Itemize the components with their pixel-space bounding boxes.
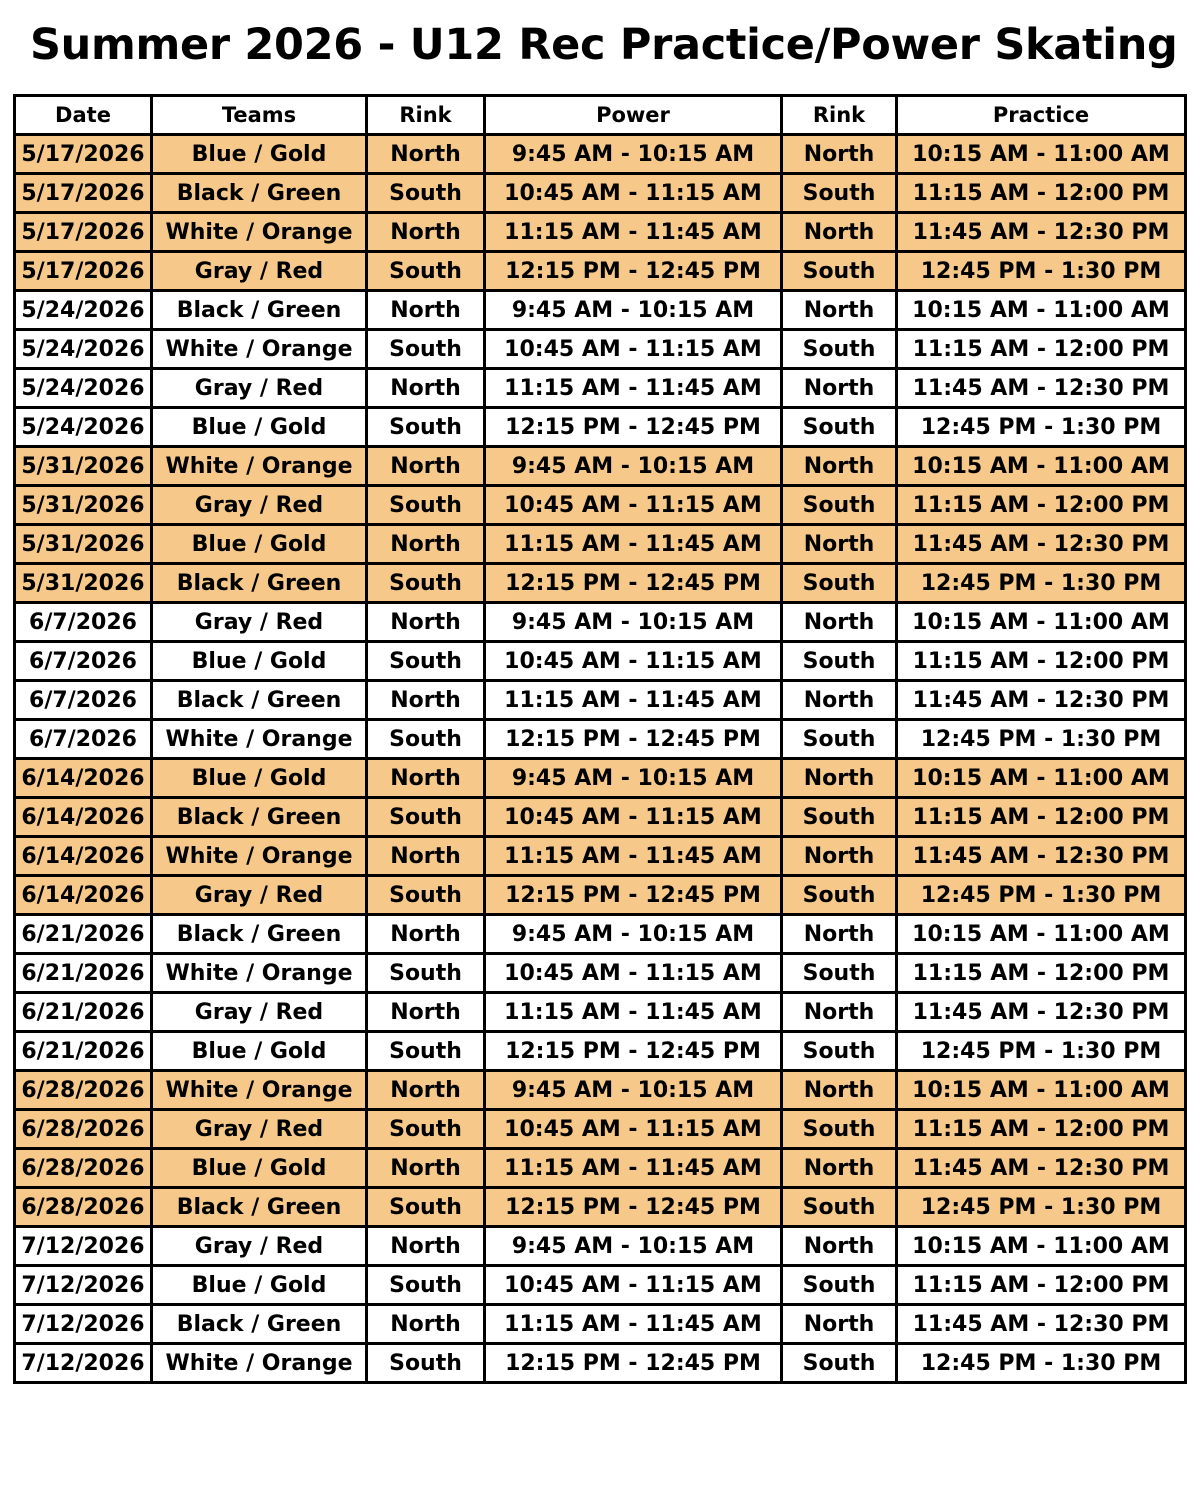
date-cell: 5/17/2026 [15,252,152,291]
practice-rink-cell: North [782,369,897,408]
table-row [15,174,1186,213]
teams-cell: Gray / Red [152,486,367,525]
power-time-cell: 9:45 AM - 10:15 AM [485,603,782,642]
power-rink-cell: North [367,447,485,486]
power-time-cell: 11:15 AM - 11:45 AM [485,1305,782,1344]
practice-time-cell: 11:15 AM - 12:00 PM [897,798,1186,837]
teams-cell: White / Orange [152,720,367,759]
power-rink-cell: South [367,486,485,525]
power-time-cell: 11:15 AM - 11:45 AM [485,681,782,720]
header-date: Date [15,96,152,135]
power-rink-cell: North [367,993,485,1032]
practice-time-cell: 10:15 AM - 11:00 AM [897,603,1186,642]
power-rink-cell: South [367,252,485,291]
teams-cell: White / Orange [152,330,367,369]
table-row [15,954,1186,993]
power-rink-cell: South [367,642,485,681]
practice-rink-cell: North [782,525,897,564]
power-time-cell: 12:15 PM - 12:45 PM [485,876,782,915]
teams-cell: Gray / Red [152,876,367,915]
date-cell: 6/28/2026 [15,1149,152,1188]
power-time-cell: 11:15 AM - 11:45 AM [485,993,782,1032]
power-time-cell: 11:15 AM - 11:45 AM [485,837,782,876]
power-rink-cell: North [367,291,485,330]
schedule-table [13,94,1187,1384]
date-cell: 5/24/2026 [15,291,152,330]
table-row [15,330,1186,369]
practice-time-cell: 11:45 AM - 12:30 PM [897,213,1186,252]
practice-time-cell: 11:15 AM - 12:00 PM [897,330,1186,369]
teams-cell: White / Orange [152,837,367,876]
teams-cell: White / Orange [152,213,367,252]
practice-time-cell: 10:15 AM - 11:00 AM [897,291,1186,330]
power-time-cell: 12:15 PM - 12:45 PM [485,252,782,291]
date-cell: 5/17/2026 [15,174,152,213]
date-cell: 6/7/2026 [15,603,152,642]
practice-rink-cell: South [782,252,897,291]
page-title: Summer 2026 - U12 Rec Practice/Power Skating [30,20,1178,70]
teams-cell: Blue / Gold [152,1266,367,1305]
practice-time-cell: 11:15 AM - 12:00 PM [897,486,1186,525]
power-rink-cell: South [367,408,485,447]
power-rink-cell: South [367,720,485,759]
teams-cell: Black / Green [152,1188,367,1227]
power-time-cell: 11:15 AM - 11:45 AM [485,369,782,408]
power-rink-cell: North [367,1149,485,1188]
power-rink-cell: South [367,564,485,603]
power-time-cell: 10:45 AM - 11:15 AM [485,486,782,525]
practice-rink-cell: South [782,1266,897,1305]
power-rink-cell: South [367,330,485,369]
practice-time-cell: 12:45 PM - 1:30 PM [897,408,1186,447]
power-rink-cell: North [367,1305,485,1344]
power-rink-cell: North [367,1071,485,1110]
date-cell: 5/17/2026 [15,135,152,174]
date-cell: 5/24/2026 [15,369,152,408]
practice-rink-cell: South [782,876,897,915]
date-cell: 6/14/2026 [15,876,152,915]
teams-cell: Blue / Gold [152,408,367,447]
practice-rink-cell: North [782,213,897,252]
power-time-cell: 9:45 AM - 10:15 AM [485,915,782,954]
date-cell: 7/12/2026 [15,1227,152,1266]
practice-time-cell: 11:15 AM - 12:00 PM [897,1266,1186,1305]
date-cell: 7/12/2026 [15,1266,152,1305]
practice-time-cell: 11:15 AM - 12:00 PM [897,1110,1186,1149]
power-rink-cell: South [367,1266,485,1305]
table-row [15,291,1186,330]
teams-cell: White / Orange [152,447,367,486]
teams-cell: Gray / Red [152,252,367,291]
table-row [15,1071,1186,1110]
practice-time-cell: 10:15 AM - 11:00 AM [897,915,1186,954]
table-row [15,1149,1186,1188]
practice-time-cell: 11:15 AM - 12:00 PM [897,174,1186,213]
power-time-cell: 10:45 AM - 11:15 AM [485,798,782,837]
practice-rink-cell: South [782,174,897,213]
practice-time-cell: 12:45 PM - 1:30 PM [897,564,1186,603]
header-teams: Teams [152,96,367,135]
power-rink-cell: North [367,213,485,252]
power-rink-cell: North [367,1227,485,1266]
power-rink-cell: South [367,1344,485,1383]
practice-rink-cell: North [782,915,897,954]
practice-rink-cell: South [782,954,897,993]
power-time-cell: 9:45 AM - 10:15 AM [485,1071,782,1110]
practice-rink-cell: South [782,564,897,603]
power-rink-cell: South [367,876,485,915]
power-time-cell: 10:45 AM - 11:15 AM [485,954,782,993]
table-row [15,1227,1186,1266]
teams-cell: Black / Green [152,1305,367,1344]
practice-rink-cell: South [782,798,897,837]
table-row [15,1344,1186,1383]
date-cell: 6/21/2026 [15,1032,152,1071]
date-cell: 6/7/2026 [15,681,152,720]
teams-cell: Blue / Gold [152,642,367,681]
practice-time-cell: 12:45 PM - 1:30 PM [897,720,1186,759]
date-cell: 6/28/2026 [15,1110,152,1149]
practice-time-cell: 11:45 AM - 12:30 PM [897,1305,1186,1344]
table-row [15,135,1186,174]
practice-time-cell: 11:45 AM - 12:30 PM [897,1149,1186,1188]
table-row [15,525,1186,564]
date-cell: 5/31/2026 [15,525,152,564]
table-row [15,1032,1186,1071]
power-time-cell: 11:15 AM - 11:45 AM [485,1149,782,1188]
teams-cell: Gray / Red [152,369,367,408]
teams-cell: Blue / Gold [152,135,367,174]
power-rink-cell: South [367,174,485,213]
power-time-cell: 12:15 PM - 12:45 PM [485,1188,782,1227]
date-cell: 5/24/2026 [15,330,152,369]
teams-cell: Blue / Gold [152,525,367,564]
practice-time-cell: 11:45 AM - 12:30 PM [897,681,1186,720]
date-cell: 6/28/2026 [15,1071,152,1110]
table-row [15,1188,1186,1227]
power-rink-cell: North [367,525,485,564]
practice-time-cell: 12:45 PM - 1:30 PM [897,252,1186,291]
date-cell: 5/31/2026 [15,564,152,603]
practice-rink-cell: South [782,720,897,759]
power-rink-cell: North [367,681,485,720]
table-row [15,720,1186,759]
practice-rink-cell: North [782,603,897,642]
table-row [15,1266,1186,1305]
practice-rink-cell: North [782,1227,897,1266]
table-row [15,213,1186,252]
teams-cell: Black / Green [152,291,367,330]
date-cell: 5/24/2026 [15,408,152,447]
table-row [15,837,1186,876]
power-rink-cell: South [367,798,485,837]
power-rink-cell: North [367,135,485,174]
teams-cell: Black / Green [152,174,367,213]
date-cell: 6/14/2026 [15,798,152,837]
teams-cell: Gray / Red [152,1227,367,1266]
date-cell: 6/21/2026 [15,915,152,954]
teams-cell: Black / Green [152,798,367,837]
practice-rink-cell: North [782,837,897,876]
practice-time-cell: 11:15 AM - 12:00 PM [897,954,1186,993]
teams-cell: Gray / Red [152,993,367,1032]
power-time-cell: 9:45 AM - 10:15 AM [485,291,782,330]
date-cell: 6/21/2026 [15,993,152,1032]
practice-time-cell: 12:45 PM - 1:30 PM [897,1032,1186,1071]
power-time-cell: 11:15 AM - 11:45 AM [485,525,782,564]
practice-time-cell: 11:45 AM - 12:30 PM [897,525,1186,564]
power-rink-cell: North [367,759,485,798]
practice-rink-cell: South [782,486,897,525]
practice-rink-cell: South [782,1110,897,1149]
teams-cell: Blue / Gold [152,1032,367,1071]
table-row [15,369,1186,408]
table-row [15,642,1186,681]
table-row [15,993,1186,1032]
table-row [15,1305,1186,1344]
table-row [15,447,1186,486]
practice-rink-cell: South [782,330,897,369]
teams-cell: White / Orange [152,954,367,993]
power-time-cell: 12:15 PM - 12:45 PM [485,564,782,603]
power-time-cell: 10:45 AM - 11:15 AM [485,1266,782,1305]
practice-rink-cell: South [782,408,897,447]
date-cell: 7/12/2026 [15,1344,152,1383]
table-row [15,798,1186,837]
power-time-cell: 9:45 AM - 10:15 AM [485,447,782,486]
date-cell: 6/7/2026 [15,720,152,759]
teams-cell: Blue / Gold [152,1149,367,1188]
practice-rink-cell: North [782,291,897,330]
practice-time-cell: 11:15 AM - 12:00 PM [897,642,1186,681]
power-time-cell: 10:45 AM - 11:15 AM [485,642,782,681]
date-cell: 7/12/2026 [15,1305,152,1344]
power-time-cell: 10:45 AM - 11:15 AM [485,1110,782,1149]
teams-cell: White / Orange [152,1344,367,1383]
practice-time-cell: 10:15 AM - 11:00 AM [897,759,1186,798]
practice-rink-cell: North [782,759,897,798]
power-rink-cell: South [367,1032,485,1071]
teams-cell: Gray / Red [152,1110,367,1149]
teams-cell: Blue / Gold [152,759,367,798]
power-rink-cell: North [367,837,485,876]
teams-cell: Black / Green [152,681,367,720]
date-cell: 5/17/2026 [15,213,152,252]
date-cell: 6/14/2026 [15,837,152,876]
header-practice: Practice [897,96,1186,135]
practice-time-cell: 10:15 AM - 11:00 AM [897,1227,1186,1266]
date-cell: 5/31/2026 [15,486,152,525]
practice-time-cell: 12:45 PM - 1:30 PM [897,1344,1186,1383]
table-row [15,564,1186,603]
practice-rink-cell: South [782,1344,897,1383]
power-rink-cell: North [367,915,485,954]
practice-time-cell: 11:45 AM - 12:30 PM [897,369,1186,408]
practice-rink-cell: North [782,1149,897,1188]
power-rink-cell: South [367,1110,485,1149]
power-time-cell: 9:45 AM - 10:15 AM [485,1227,782,1266]
practice-time-cell: 10:15 AM - 11:00 AM [897,135,1186,174]
date-cell: 6/14/2026 [15,759,152,798]
table-row [15,1110,1186,1149]
practice-time-cell: 11:45 AM - 12:30 PM [897,993,1186,1032]
practice-rink-cell: North [782,1071,897,1110]
power-time-cell: 12:15 PM - 12:45 PM [485,408,782,447]
power-rink-cell: North [367,369,485,408]
practice-rink-cell: North [782,993,897,1032]
date-cell: 5/31/2026 [15,447,152,486]
table-row [15,486,1186,525]
table-row [15,681,1186,720]
power-rink-cell: North [367,603,485,642]
practice-time-cell: 12:45 PM - 1:30 PM [897,1188,1186,1227]
table-row [15,603,1186,642]
teams-cell: Black / Green [152,564,367,603]
practice-time-cell: 11:45 AM - 12:30 PM [897,837,1186,876]
date-cell: 6/28/2026 [15,1188,152,1227]
power-time-cell: 12:15 PM - 12:45 PM [485,720,782,759]
practice-rink-cell: North [782,447,897,486]
power-time-cell: 10:45 AM - 11:15 AM [485,174,782,213]
power-time-cell: 12:15 PM - 12:45 PM [485,1344,782,1383]
date-cell: 6/7/2026 [15,642,152,681]
teams-cell: Gray / Red [152,603,367,642]
practice-rink-cell: South [782,1032,897,1071]
power-rink-cell: South [367,954,485,993]
practice-rink-cell: South [782,1188,897,1227]
teams-cell: Black / Green [152,915,367,954]
date-cell: 6/21/2026 [15,954,152,993]
power-time-cell: 9:45 AM - 10:15 AM [485,759,782,798]
practice-rink-cell: South [782,642,897,681]
table-row [15,408,1186,447]
practice-time-cell: 10:15 AM - 11:00 AM [897,447,1186,486]
practice-time-cell: 10:15 AM - 11:00 AM [897,1071,1186,1110]
power-time-cell: 11:15 AM - 11:45 AM [485,213,782,252]
practice-rink-cell: North [782,1305,897,1344]
practice-time-cell: 12:45 PM - 1:30 PM [897,876,1186,915]
header-row [15,96,1186,135]
power-rink-cell: South [367,1188,485,1227]
table-row [15,252,1186,291]
practice-rink-cell: North [782,135,897,174]
power-time-cell: 10:45 AM - 11:15 AM [485,330,782,369]
power-time-cell: 12:15 PM - 12:45 PM [485,1032,782,1071]
header-rink-power: Rink [367,96,485,135]
practice-rink-cell: North [782,681,897,720]
header-rink-practice: Rink [782,96,897,135]
header-power: Power [485,96,782,135]
power-time-cell: 9:45 AM - 10:15 AM [485,135,782,174]
table-row [15,759,1186,798]
table-row [15,876,1186,915]
table-row [15,915,1186,954]
teams-cell: White / Orange [152,1071,367,1110]
